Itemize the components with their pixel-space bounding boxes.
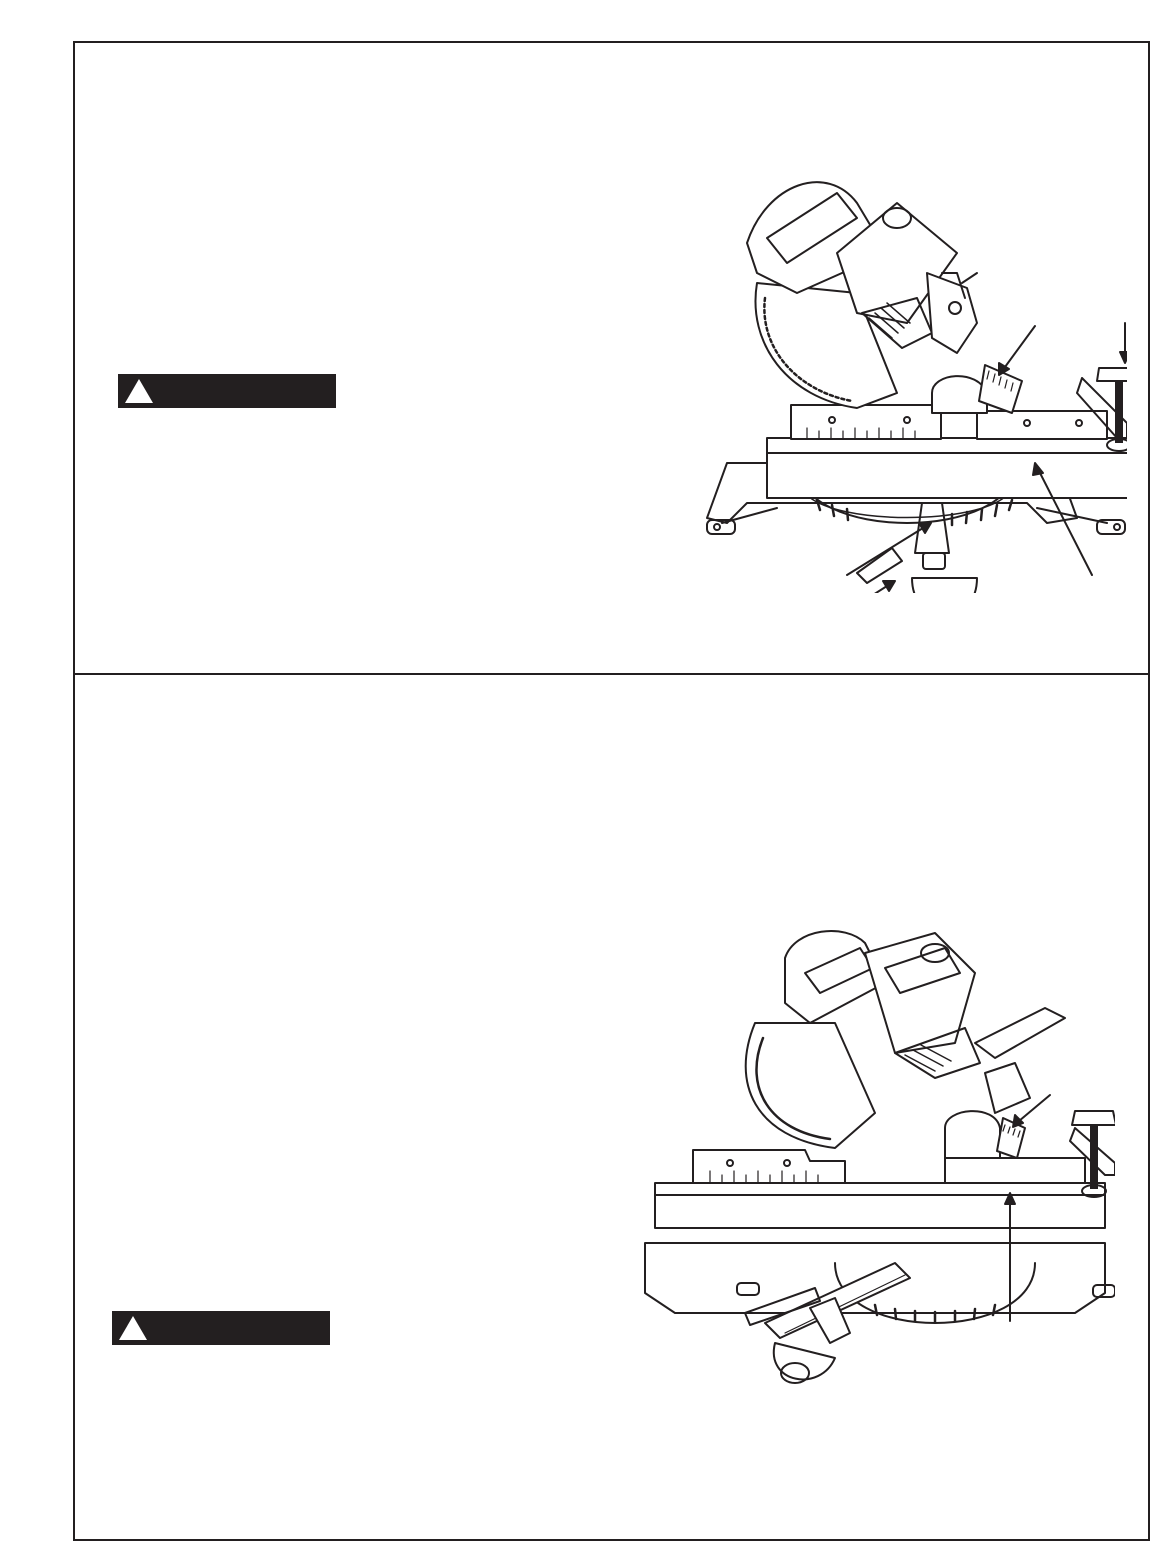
bevel-scale — [945, 1111, 1025, 1158]
sliding-miter-saw-illustration — [635, 913, 1115, 1473]
workpiece-board — [655, 1183, 1105, 1228]
warning-triangle-icon — [124, 377, 154, 405]
saw-head — [746, 931, 1065, 1148]
bevel-scale — [932, 365, 1022, 413]
saw-fence — [693, 1150, 1085, 1183]
top-panel — [75, 43, 1148, 675]
warning-banner-top — [118, 374, 336, 408]
miter-saw-illustration — [687, 123, 1127, 593]
page-frame — [73, 41, 1150, 1541]
workpiece-board — [767, 438, 1127, 498]
saw-head — [747, 182, 977, 408]
warning-triangle-icon — [118, 1314, 148, 1342]
bottom-panel — [75, 675, 1148, 1541]
slide-rails — [745, 1263, 910, 1383]
warning-banner-bottom — [112, 1311, 330, 1345]
